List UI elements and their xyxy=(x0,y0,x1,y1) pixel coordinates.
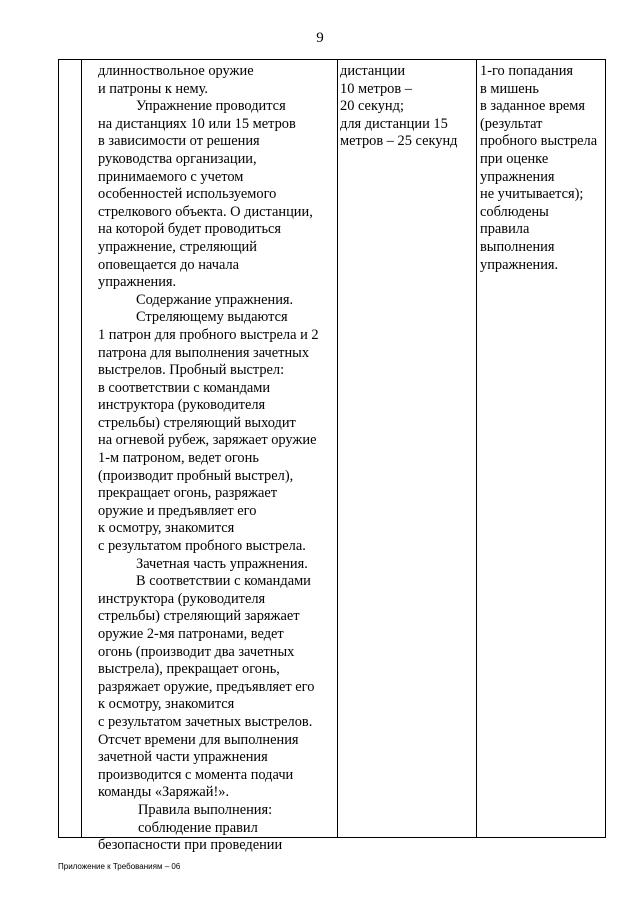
text-line: к осмотру, знакомится xyxy=(98,696,235,713)
text-line: соблюдены xyxy=(480,203,549,220)
text-line: (производит пробный выстрел), xyxy=(98,467,294,484)
text-line: выстрелов. Пробный выстрел: xyxy=(98,362,285,379)
text-line: зачетной части упражнения xyxy=(98,749,268,766)
text-line: Отсчет времени для выполнения xyxy=(98,731,299,748)
text-line: 1-го попадания xyxy=(480,63,574,79)
text-line: инструктора (руководителя xyxy=(98,590,266,607)
text-line: оповещается до начала xyxy=(98,256,240,273)
text-line: 10 метров – xyxy=(340,80,412,97)
text-line: выстрела), прекращает огонь, xyxy=(98,661,280,678)
text-line: на которой будет проводиться xyxy=(98,221,282,238)
text-line: пробного выстрела xyxy=(480,133,598,150)
text-line: упражнения. xyxy=(480,256,559,273)
text-line: огонь (производит два зачетных xyxy=(98,643,295,660)
text-line: с результатом пробного выстрела. xyxy=(98,538,306,555)
text-line: не учитывается); xyxy=(480,186,584,203)
text-line: В соответствии с командами xyxy=(136,573,311,590)
text-line: команды «Заряжай!». xyxy=(98,784,230,801)
text-line: упражнения xyxy=(480,168,555,185)
text-line: патрона для выполнения зачетных xyxy=(98,344,310,361)
text-line: 1-м патроном, ведет огонь xyxy=(98,450,259,467)
text-line: Правила выполнения: xyxy=(138,801,273,818)
text-line: в заданное время xyxy=(480,98,586,115)
text-line: длинноствольное оружие xyxy=(98,63,254,79)
text-line: особенностей используемого xyxy=(98,186,277,203)
text-line: 1 патрон для пробного выстрела и 2 xyxy=(98,326,319,343)
text-line: стрельбы) стреляющий выходит xyxy=(98,414,296,431)
text-line: Содержание упражнения. xyxy=(136,291,294,308)
text-line: принимаемого с учетом xyxy=(98,168,244,185)
text-line: стрельбы) стреляющий заряжает xyxy=(98,608,300,625)
text-line: в зависимости от решения xyxy=(98,133,260,150)
text-line: разряжает оружие, предъявляет его xyxy=(98,678,315,695)
text-line: и патроны к нему. xyxy=(98,80,208,97)
text-line: для дистанции 15 xyxy=(340,115,448,132)
text-line: дистанции xyxy=(340,63,406,79)
text-line: (результат xyxy=(480,115,543,132)
text-line: Зачетная часть упражнения. xyxy=(136,555,308,572)
column-divider-1 xyxy=(81,60,82,837)
text-line: в соответствии с командами xyxy=(98,379,271,396)
page-number: 9 xyxy=(316,30,324,46)
text-line: упражнения. xyxy=(98,274,177,291)
text-line: при оценке xyxy=(480,150,549,167)
requirements-table xyxy=(58,59,606,854)
text-line: выполнения xyxy=(480,238,555,255)
text-line: производится с момента подачи xyxy=(98,766,294,783)
text-line: правила xyxy=(480,221,530,238)
text-line: оружие и предъявляет его xyxy=(98,502,257,519)
column-divider-3 xyxy=(476,60,477,837)
time-limit-cell xyxy=(340,63,457,151)
text-line: соблюдение правил xyxy=(138,819,258,836)
text-line: руководства организации, xyxy=(98,150,257,167)
text-line: на дистанциях 10 или 15 метров xyxy=(98,115,296,132)
text-line: Стреляющему выдаются xyxy=(136,309,288,326)
footer-note: Приложение к Требованиям – 06 xyxy=(58,862,181,871)
text-line: стрелкового объекта. О дистанции, xyxy=(98,203,313,220)
text-line: на огневой рубеж, заряжает оружие xyxy=(98,432,317,449)
text-line: Упражнение проводится xyxy=(136,98,286,115)
column-divider-2 xyxy=(337,60,338,837)
text-line: с результатом зачетных выстрелов. xyxy=(98,713,313,730)
text-line: безопасности при проведении xyxy=(98,837,283,854)
exercise-description-cell xyxy=(98,63,319,855)
text-line: инструктора (руководителя xyxy=(98,397,266,414)
text-line: к осмотру, знакомится xyxy=(98,520,235,537)
text-line: 20 секунд; xyxy=(340,98,404,115)
text-line: в мишень xyxy=(480,80,539,97)
text-line: прекращает огонь, разряжает xyxy=(98,485,278,502)
text-line: упражнение, стреляющий xyxy=(98,238,257,255)
evaluation-criteria-cell xyxy=(480,63,597,274)
text-line: метров – 25 секунд xyxy=(340,133,458,150)
text-line: оружие 2-мя патронами, ведет xyxy=(98,626,284,642)
